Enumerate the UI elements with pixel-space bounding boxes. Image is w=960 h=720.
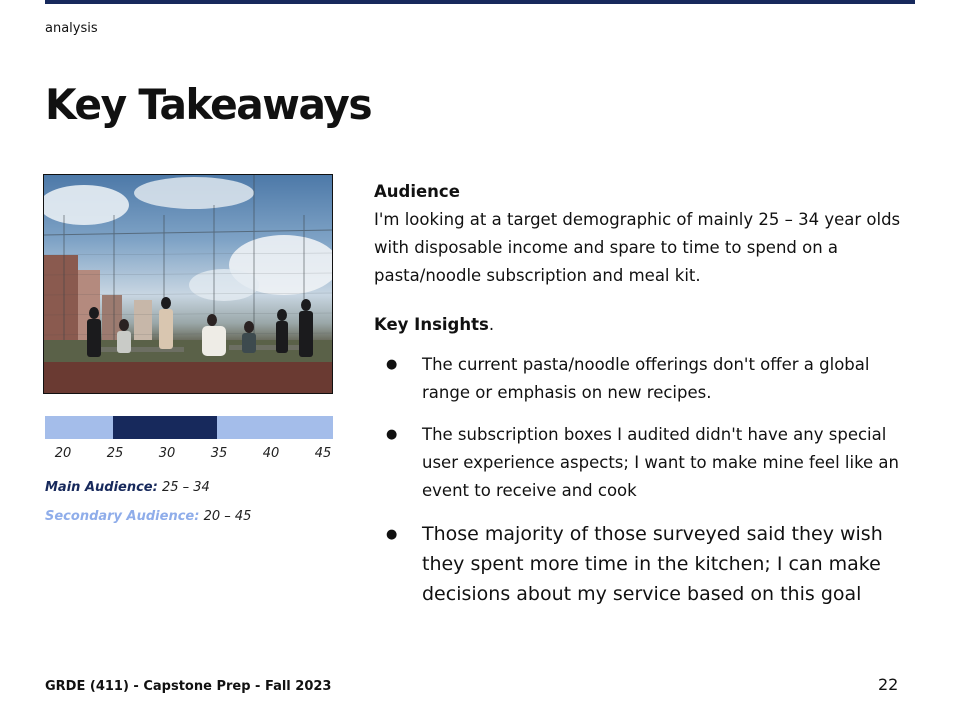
main-audience-legend [45, 480, 210, 495]
secondary-audience-legend [45, 509, 251, 524]
age-range-bar [45, 416, 333, 439]
insight-text: Those majority of those surveyed said they wish they spent more time in the kitchen; I can make decisions about my service based on this goal [422, 523, 883, 605]
age-tick-label: 30 [158, 446, 176, 461]
age-tick-label: 35 [210, 446, 228, 461]
main-audience-value: 25 – 34 [161, 480, 210, 495]
section-label: analysis [45, 21, 98, 36]
bullet-icon: ● [386, 357, 398, 372]
age-tick-label: 40 [262, 446, 280, 461]
takeaways-column [374, 178, 904, 623]
audience-photo [43, 174, 333, 394]
audience-heading: Audience [374, 182, 460, 201]
insights-heading: Key Insights [374, 315, 489, 334]
insight-item [374, 351, 904, 407]
insight-text: The subscription boxes I audited didn't have any special user experience aspects; I want to make mine feel like an event to receive and cook [422, 425, 900, 500]
slide-title: Key Takeaways [45, 80, 372, 129]
page-number: 22 [878, 675, 899, 694]
main-audience-segment [113, 416, 217, 439]
insights-list [374, 351, 904, 609]
insight-item [374, 421, 904, 505]
age-axis-ticks [45, 446, 345, 464]
main-audience-label: Main Audience: [45, 480, 158, 495]
secondary-audience-label: Secondary Audience: [45, 509, 200, 524]
age-tick-label: 25 [106, 446, 124, 461]
insight-item [374, 519, 904, 609]
insights-heading-line [374, 311, 904, 339]
secondary-audience-value: 20 – 45 [203, 509, 252, 524]
people-seated-on-benches-icon [44, 175, 332, 393]
audience-body: I'm looking at a target demographic of mainly 25 – 34 year olds with disposable income and spare to time to spend on a pasta/noodle subscription and meal kit. [374, 210, 901, 285]
footer-course: GRDE (411) - Capstone Prep - Fall 2023 [45, 679, 332, 694]
bullet-icon: ● [386, 427, 398, 442]
bullet-icon: ● [386, 527, 398, 542]
insights-heading-suffix: . [488, 315, 495, 334]
insight-text: The current pasta/noodle offerings don't offer a global range or emphasis on new recipes. [422, 355, 870, 402]
top-rule [45, 0, 915, 4]
age-tick-label: 20 [54, 446, 72, 461]
age-tick-label: 45 [314, 446, 332, 461]
